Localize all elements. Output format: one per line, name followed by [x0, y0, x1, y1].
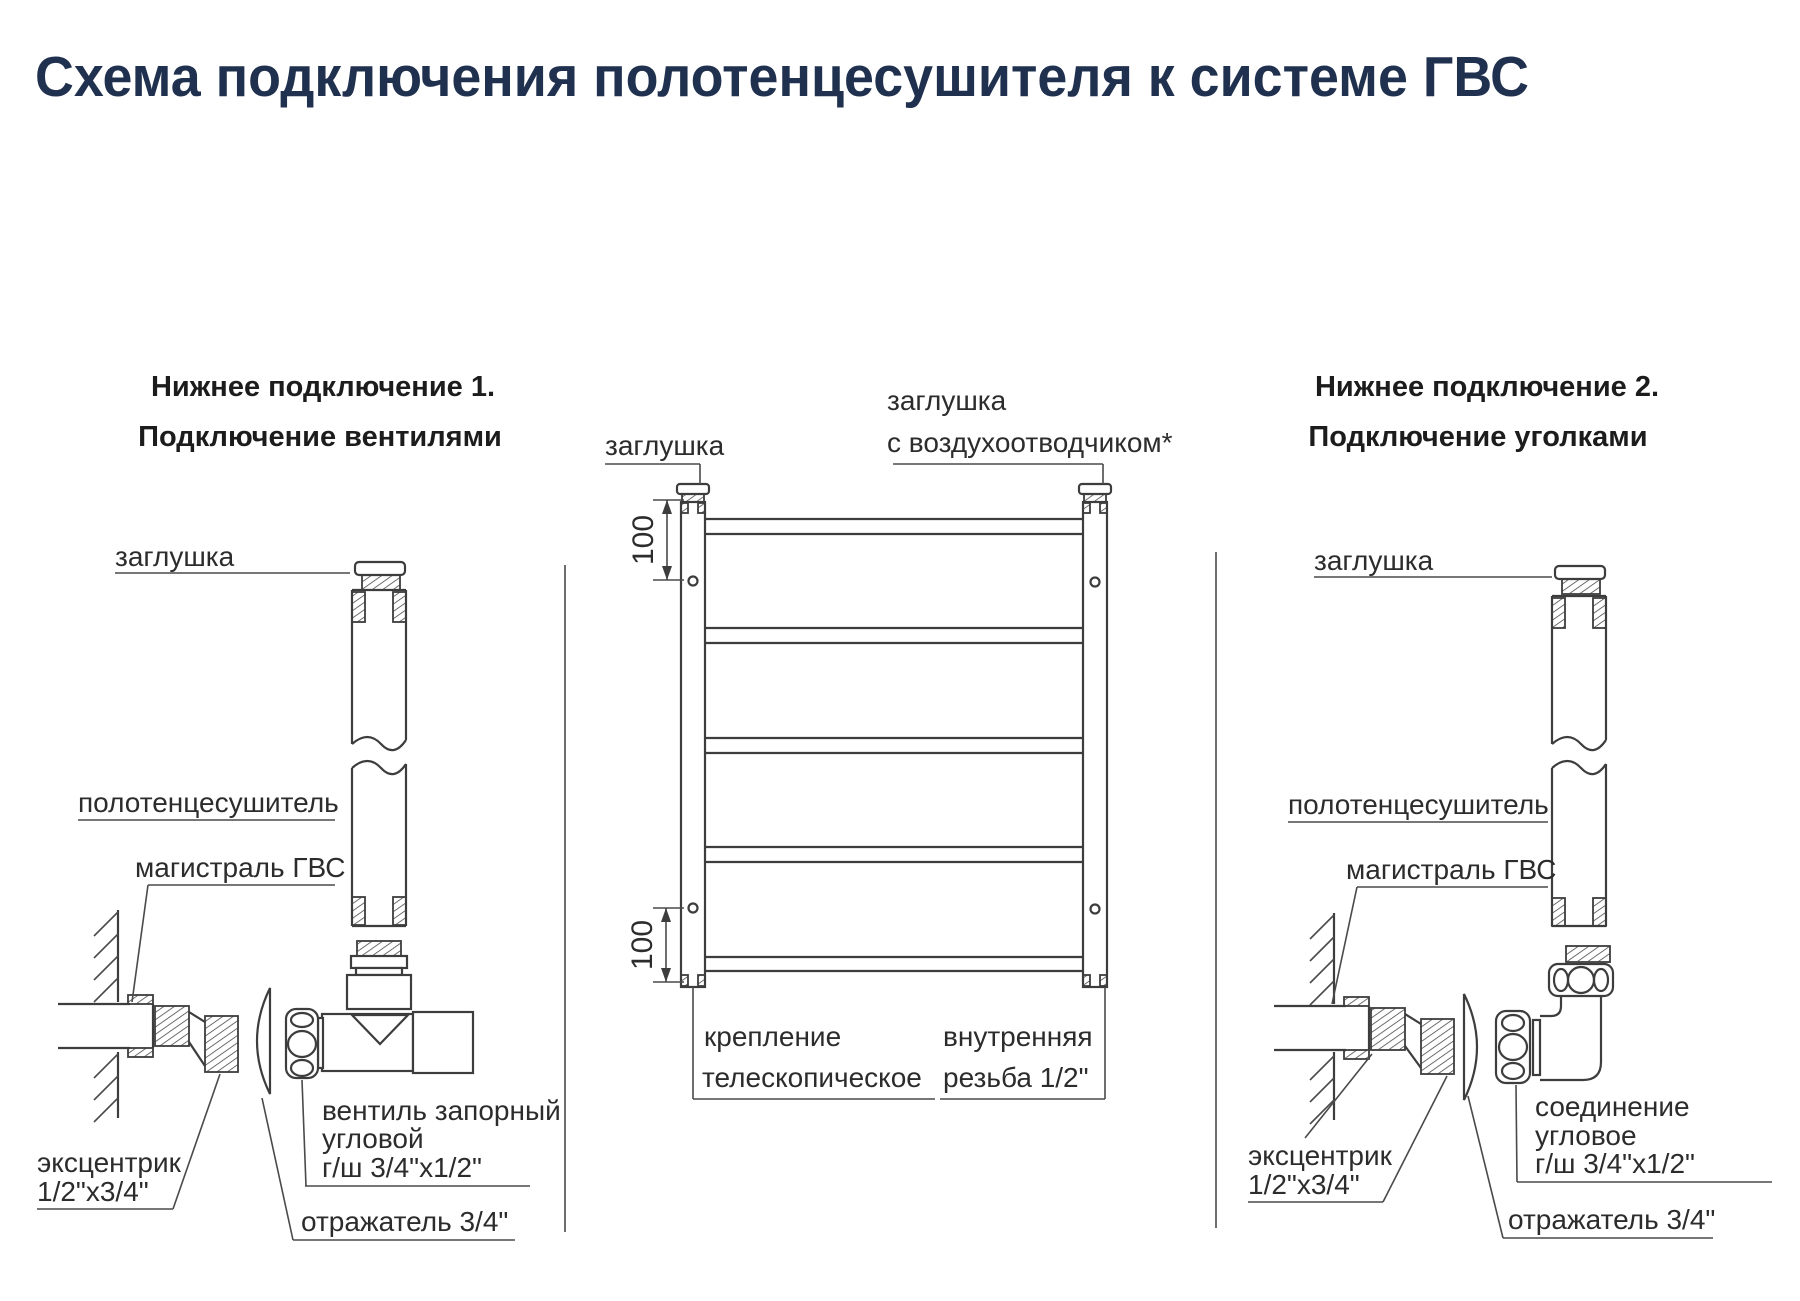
left-cap-label: заглушка: [115, 541, 235, 572]
left-valve-label-1: вентиль запорный: [322, 1095, 561, 1126]
thread-marks: [1593, 598, 1606, 628]
thread-label-2: резьба 1/2": [943, 1062, 1089, 1093]
left-eccentric-label-2: 1/2"x3/4": [37, 1176, 149, 1207]
dim-bottom-value: 100: [626, 919, 659, 971]
left-heading-2: Подключение вентилями: [138, 421, 502, 453]
thread-marks: [393, 897, 406, 925]
right-towel-rail-pipe: [1552, 596, 1606, 926]
thread-marks: [1552, 598, 1565, 628]
left-hws-main-label: магистраль ГВС: [135, 852, 346, 883]
middle-diagram: [605, 385, 1173, 1099]
left-valve-label-2: угловой: [322, 1123, 424, 1154]
thread-marks: [1593, 898, 1606, 926]
right-hws-pipe: [1274, 997, 1369, 1059]
right-elbow-label-3: г/ш 3/4"x1/2": [1535, 1148, 1695, 1179]
right-heading-2: Подключение уголками: [1308, 421, 1648, 453]
valve-outlet: [413, 1012, 473, 1073]
right-eccentric: [1371, 1008, 1454, 1074]
middle-top-labels: [605, 385, 1173, 484]
middle-left-tube: [681, 502, 705, 987]
left-diagram: [37, 371, 561, 1240]
valve-thread-tenon: [357, 941, 401, 956]
dimension-top-100: [627, 500, 684, 580]
middle-right-cap: [1079, 484, 1111, 502]
thread-label-1: внутренняя: [943, 1021, 1093, 1052]
dim-top-value: 100: [627, 514, 660, 566]
right-reflector: [1464, 994, 1477, 1100]
elbow-thread-tenon: [1566, 946, 1610, 962]
left-reflector: [257, 988, 270, 1094]
dimension-bottom-100: [626, 908, 684, 982]
valve-bonnet: [347, 975, 411, 1009]
middle-bottom-labels: [693, 987, 1105, 1099]
right-reflector-label: отражатель 3/4": [1508, 1204, 1716, 1235]
right-diagram: [1248, 371, 1772, 1238]
right-eccentric-label-2: 1/2"x3/4": [1248, 1169, 1360, 1200]
left-towel-rail-pipe: [352, 590, 406, 926]
thread-marks: [1552, 898, 1565, 926]
left-heading-1: Нижнее подключение 1.: [150, 371, 496, 403]
middle-air-cap-label-2: с воздухоотводчиком*: [887, 427, 1173, 458]
right-hws-main-label: магистраль ГВС: [1346, 854, 1557, 885]
right-heading-1: Нижнее подключение 2.: [1314, 371, 1660, 403]
middle-cap-label: заглушка: [605, 430, 725, 461]
left-labels: [37, 541, 561, 1240]
middle-air-cap-label-1: заглушка: [887, 385, 1007, 416]
left-eccentric: [155, 1006, 238, 1072]
left-hws-pipe: [58, 995, 153, 1057]
mount-label-1: крепление: [704, 1021, 842, 1052]
right-angle-elbow: [1496, 946, 1613, 1083]
thread-marks: [352, 592, 365, 622]
left-reflector-label: отражатель 3/4": [301, 1206, 509, 1237]
right-cap-label: заглушка: [1314, 545, 1434, 576]
middle-rungs: [705, 519, 1083, 971]
left-eccentric-label-1: эксцентрик: [37, 1147, 181, 1178]
left-wall: [94, 910, 118, 1122]
right-eccentric-label-1: эксцентрик: [1248, 1140, 1392, 1171]
right-wall: [1310, 913, 1334, 1124]
right-towel-rail-label: полотенцесушитель: [1288, 789, 1549, 820]
right-cap-plug: [1555, 566, 1605, 594]
left-valve-label-3: г/ш 3/4"x1/2": [322, 1152, 482, 1183]
middle-right-tube: [1083, 502, 1107, 987]
right-elbow-label-2: угловое: [1535, 1120, 1637, 1151]
mount-label-2: телескопическое: [702, 1062, 922, 1093]
right-elbow-label-1: соединение: [1535, 1091, 1690, 1122]
thread-marks: [393, 592, 406, 622]
right-labels: [1248, 545, 1772, 1238]
left-angle-valve: [286, 941, 473, 1078]
left-towel-rail-label: полотенцесушитель: [78, 787, 339, 818]
left-cap-plug: [355, 562, 405, 590]
thread-marks: [352, 897, 365, 925]
page-title: Схема подключения полотенцесушителя к системе ГВС: [35, 45, 1529, 109]
